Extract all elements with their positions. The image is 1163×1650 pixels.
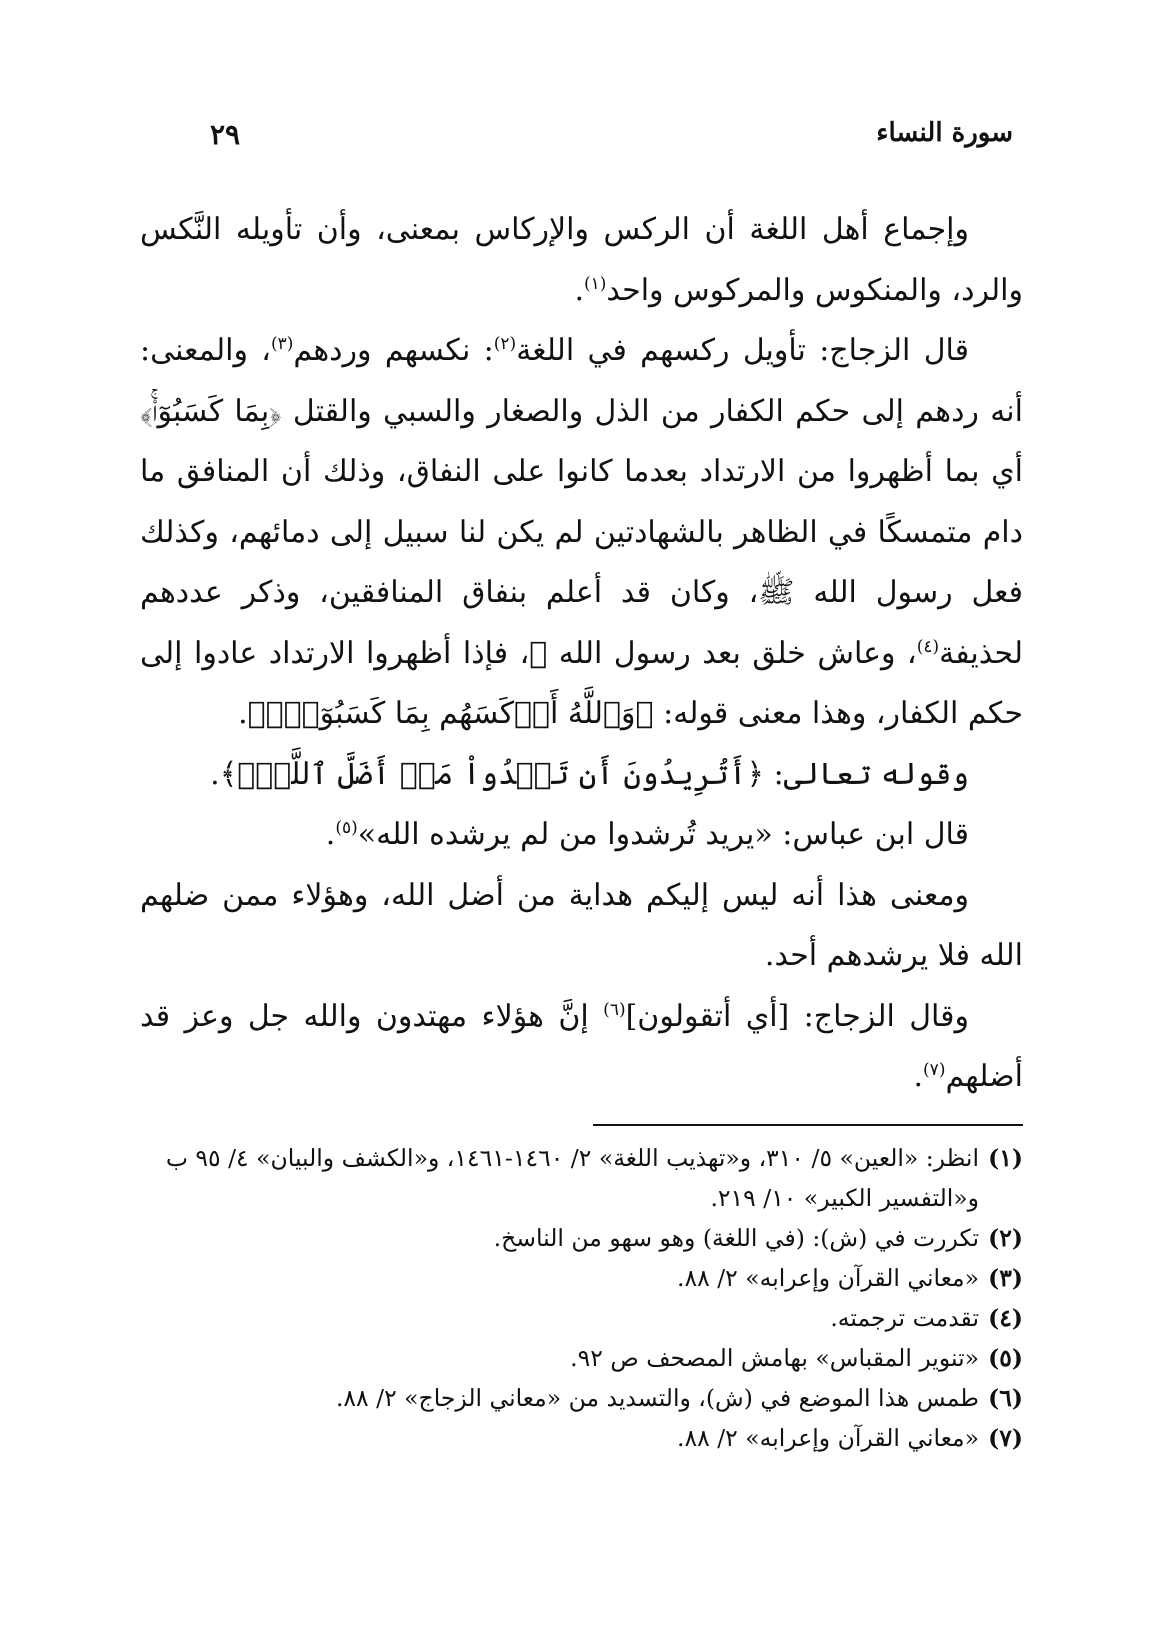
paragraph-6-end: . bbox=[913, 1059, 924, 1094]
paragraph-5-text: ومعنى هذا أنه ليس إليكم هداية من أضل الله، وهؤلاء ممن ضلهم الله فلا يرشدهم أحد. bbox=[140, 877, 1023, 973]
paragraph-4-text: قال ابن عباس: «يريد تُرشدوا من لم يرشده الله» bbox=[357, 817, 969, 852]
footnote-ref-1: (١) bbox=[583, 273, 607, 294]
footnote-ref-6: (٦) bbox=[603, 999, 626, 1020]
footnote-text: «معاني القرآن وإعرابه» ٢/ ٨٨. bbox=[677, 1424, 979, 1452]
paragraph-2-text-a: قال الزجاج: تأويل ركسهم في اللغة bbox=[516, 333, 969, 368]
footnote-number: (٧) bbox=[988, 1424, 1023, 1452]
footnote-ref-4: (٤) bbox=[916, 636, 940, 657]
footnote-1 bbox=[140, 1138, 1023, 1218]
surah-title: سورة النساء bbox=[876, 118, 1013, 148]
footnote-number: (٢) bbox=[988, 1224, 1023, 1252]
paragraph-2-text-d: أي بما أظهروا من الارتداد بعدما كانوا على النفاق، وذلك أن المنافق ما دام متمسكًا في الظاهر بالشهادتين لم يكن لنا سبيل إلى دمائهم، وكذلك فعل رسول الله ﷺ، وكان قد أعلم بنفاق المنافقين، وذكر عددهم لحذيفة bbox=[140, 454, 1023, 671]
paragraph-1 bbox=[140, 200, 1023, 321]
paragraph-1-end: . bbox=[574, 272, 584, 308]
page-header bbox=[150, 118, 1013, 158]
footnote-number: (٦) bbox=[988, 1384, 1023, 1412]
main-text bbox=[140, 200, 1023, 1108]
footnote-text: «تنوير المقباس» بهامش المصحف ص ٩٢. bbox=[570, 1344, 979, 1372]
paragraph-4-end: . bbox=[325, 817, 336, 852]
footnote-text: «معاني القرآن وإعرابه» ٢/ ٨٨. bbox=[677, 1264, 979, 1292]
paragraph-2-text-e: ، وعاش خلق بعد رسول الله ﷺ، فإذا أظهروا الارتداد عادوا إلى حكم الكفار، وهذا معنى قوله: bbox=[140, 635, 1023, 731]
paragraph-2-text-c: ، والمعنى: أنه ردهم إلى حكم الكفار من الذل والصغار والسبي والقتل bbox=[140, 333, 1023, 429]
quran-quote-1: ﴿بِمَا كَسَبُوٓاْۚ﴾ bbox=[140, 393, 282, 429]
footnote-text: انظر: «العين» ٥/ ٣١٠، و«تهذيب اللغة» ٢/ ١٤٦٠-١٤٦١، و«الكشف والبيان» ٤/ ٩٥ ب و«التفسير الكبير» ١٠/ ٢١٩. bbox=[165, 1144, 979, 1212]
paragraph-2-text-b: : نكسهم وردهم bbox=[293, 333, 494, 368]
paragraph-6-text-a: وقال الزجاج: [أي أتقولون] bbox=[625, 998, 969, 1034]
paragraph-1-text: وإجماع أهل اللغة أن الركس والإركاس بمعنى، وأن تأويله النَّكس والرد، والمنكوس والمركوس واحد bbox=[140, 212, 1023, 308]
paragraph-3-text: وقوله تعالى: bbox=[764, 756, 969, 792]
footnote-text: طمس هذا الموضع في (ش)، والتسديد من «معاني الزجاج» ٢/ ٨٨. bbox=[335, 1384, 979, 1412]
quran-quote-2: ﴿وَٱللَّهُ أَرۡكَسَهُم بِمَا كَسَبُوٓاْۚ﴾ bbox=[247, 696, 654, 731]
paragraph-5 bbox=[140, 866, 1023, 987]
footnote-6 bbox=[140, 1378, 1023, 1418]
paragraph-3 bbox=[140, 745, 1023, 806]
footnote-text: تكررت في (ش): (في اللغة) وهو سهو من الناسخ. bbox=[493, 1224, 979, 1252]
footnote-ref-5: (٥) bbox=[335, 818, 358, 838]
footnote-number: (٥) bbox=[988, 1344, 1023, 1372]
footnote-2 bbox=[140, 1218, 1023, 1258]
paragraph-4 bbox=[140, 805, 1023, 866]
footnote-ref-7: (٧) bbox=[923, 1060, 946, 1080]
footnote-5 bbox=[140, 1338, 1023, 1378]
footnote-3 bbox=[140, 1258, 1023, 1298]
footnote-ref-3: (٣) bbox=[270, 334, 294, 354]
footnote-number: (٤) bbox=[988, 1304, 1023, 1332]
paragraph-6-text-b: إنَّ هؤلاء مهتدون والله جل وعز قد أضلهم bbox=[140, 998, 1023, 1094]
footnote-number: (٣) bbox=[988, 1264, 1023, 1292]
paragraph-2 bbox=[140, 321, 1023, 745]
footnote-4 bbox=[140, 1298, 1023, 1338]
footnote-separator bbox=[593, 1124, 1023, 1126]
paragraph-3-end: . bbox=[210, 756, 220, 792]
footnote-text: تقدمت ترجمته. bbox=[830, 1304, 979, 1332]
paragraph-2-end: . bbox=[238, 696, 248, 731]
footnote-ref-2: (٢) bbox=[493, 334, 517, 354]
paragraph-6 bbox=[140, 987, 1023, 1108]
page-number: ٢٩ bbox=[210, 118, 241, 151]
footnotes bbox=[140, 1138, 1023, 1458]
footnote-7 bbox=[140, 1418, 1023, 1458]
footnote-number: (١) bbox=[988, 1144, 1023, 1172]
quran-quote-3: ﴿أَتُرِيدُونَ أَن تَهۡدُواْ مَنۡ أَضَلَّ ٱللَّهُۖ﴾ bbox=[219, 756, 765, 792]
